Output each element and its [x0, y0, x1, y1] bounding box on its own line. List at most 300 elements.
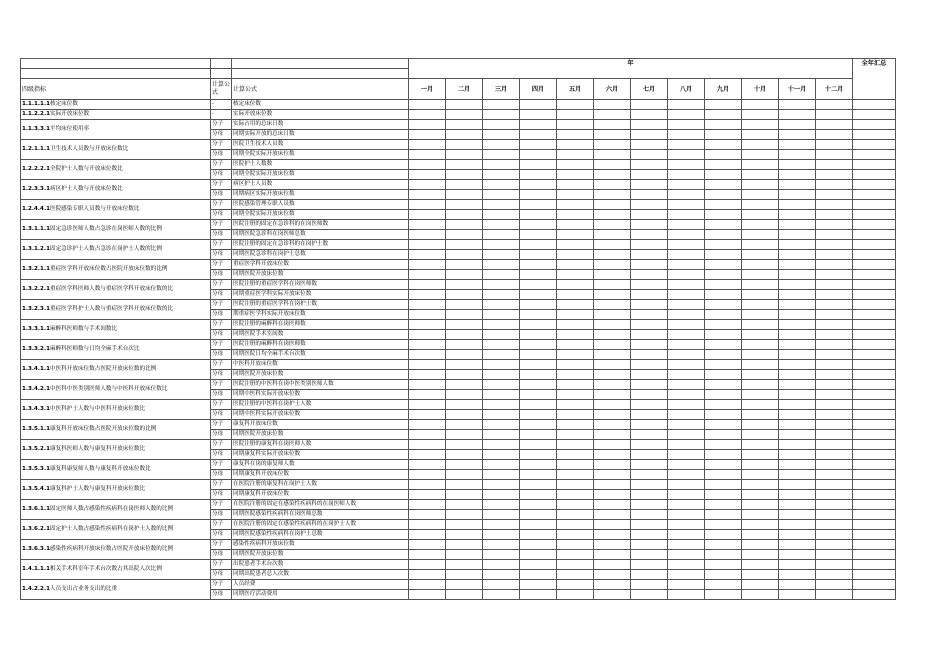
- month-value-cell[interactable]: [816, 170, 853, 180]
- month-value-cell[interactable]: [668, 250, 705, 260]
- month-value-cell[interactable]: [520, 190, 557, 200]
- month-value-cell[interactable]: [446, 570, 483, 580]
- month-value-cell[interactable]: [631, 460, 668, 470]
- month-value-cell[interactable]: [409, 500, 446, 510]
- annual-total-cell[interactable]: [853, 590, 896, 600]
- month-value-cell[interactable]: [631, 470, 668, 480]
- month-value-cell[interactable]: [483, 330, 520, 340]
- month-value-cell[interactable]: [668, 140, 705, 150]
- month-value-cell[interactable]: [446, 360, 483, 370]
- month-value-cell[interactable]: [520, 570, 557, 580]
- month-value-cell[interactable]: [594, 290, 631, 300]
- month-value-cell[interactable]: [668, 430, 705, 440]
- month-value-cell[interactable]: [594, 180, 631, 190]
- month-value-cell[interactable]: [742, 370, 779, 380]
- month-value-cell[interactable]: [520, 200, 557, 210]
- annual-total-cell[interactable]: [853, 540, 896, 550]
- month-value-cell[interactable]: [816, 470, 853, 480]
- month-value-cell[interactable]: [446, 350, 483, 360]
- month-value-cell[interactable]: [779, 390, 816, 400]
- month-value-cell[interactable]: [520, 150, 557, 160]
- month-value-cell[interactable]: [557, 230, 594, 240]
- month-value-cell[interactable]: [520, 340, 557, 350]
- month-value-cell[interactable]: [631, 170, 668, 180]
- month-value-cell[interactable]: [631, 270, 668, 280]
- month-value-cell[interactable]: [520, 140, 557, 150]
- month-value-cell[interactable]: [742, 440, 779, 450]
- month-value-cell[interactable]: [557, 350, 594, 360]
- month-value-cell[interactable]: [705, 390, 742, 400]
- month-value-cell[interactable]: [742, 290, 779, 300]
- month-value-cell[interactable]: [816, 290, 853, 300]
- month-value-cell[interactable]: [631, 100, 668, 110]
- month-value-cell[interactable]: [446, 200, 483, 210]
- month-value-cell[interactable]: [631, 180, 668, 190]
- month-value-cell[interactable]: [483, 120, 520, 130]
- month-value-cell[interactable]: [742, 390, 779, 400]
- month-value-cell[interactable]: [446, 430, 483, 440]
- annual-total-cell[interactable]: [853, 100, 896, 110]
- month-value-cell[interactable]: [705, 580, 742, 590]
- month-value-cell[interactable]: [446, 170, 483, 180]
- month-value-cell[interactable]: [557, 490, 594, 500]
- month-value-cell[interactable]: [520, 130, 557, 140]
- month-value-cell[interactable]: [816, 560, 853, 570]
- month-value-cell[interactable]: [742, 260, 779, 270]
- month-value-cell[interactable]: [520, 410, 557, 420]
- month-value-cell[interactable]: [409, 350, 446, 360]
- month-value-cell[interactable]: [631, 560, 668, 570]
- month-value-cell[interactable]: [631, 340, 668, 350]
- month-value-cell[interactable]: [557, 250, 594, 260]
- month-value-cell[interactable]: [779, 300, 816, 310]
- month-value-cell[interactable]: [668, 590, 705, 600]
- month-value-cell[interactable]: [409, 220, 446, 230]
- month-value-cell[interactable]: [668, 360, 705, 370]
- month-value-cell[interactable]: [816, 200, 853, 210]
- month-value-cell[interactable]: [409, 150, 446, 160]
- month-value-cell[interactable]: [631, 360, 668, 370]
- month-value-cell[interactable]: [631, 230, 668, 240]
- month-value-cell[interactable]: [557, 270, 594, 280]
- month-value-cell[interactable]: [483, 450, 520, 460]
- month-value-cell[interactable]: [446, 500, 483, 510]
- month-value-cell[interactable]: [668, 460, 705, 470]
- month-value-cell[interactable]: [594, 310, 631, 320]
- month-value-cell[interactable]: [668, 570, 705, 580]
- month-value-cell[interactable]: [483, 160, 520, 170]
- month-value-cell[interactable]: [779, 480, 816, 490]
- month-value-cell[interactable]: [446, 480, 483, 490]
- month-value-cell[interactable]: [816, 390, 853, 400]
- month-value-cell[interactable]: [779, 130, 816, 140]
- month-value-cell[interactable]: [446, 250, 483, 260]
- annual-total-cell[interactable]: [853, 190, 896, 200]
- month-value-cell[interactable]: [446, 520, 483, 530]
- annual-total-cell[interactable]: [853, 140, 896, 150]
- month-value-cell[interactable]: [742, 270, 779, 280]
- month-value-cell[interactable]: [594, 450, 631, 460]
- month-value-cell[interactable]: [742, 380, 779, 390]
- month-value-cell[interactable]: [816, 190, 853, 200]
- month-value-cell[interactable]: [705, 350, 742, 360]
- month-value-cell[interactable]: [668, 440, 705, 450]
- month-value-cell[interactable]: [779, 400, 816, 410]
- month-value-cell[interactable]: [483, 230, 520, 240]
- month-value-cell[interactable]: [668, 580, 705, 590]
- month-value-cell[interactable]: [742, 130, 779, 140]
- month-value-cell[interactable]: [594, 320, 631, 330]
- month-value-cell[interactable]: [779, 280, 816, 290]
- month-value-cell[interactable]: [742, 560, 779, 570]
- month-value-cell[interactable]: [557, 510, 594, 520]
- month-value-cell[interactable]: [446, 260, 483, 270]
- month-value-cell[interactable]: [557, 530, 594, 540]
- month-value-cell[interactable]: [742, 110, 779, 120]
- month-value-cell[interactable]: [631, 410, 668, 420]
- month-value-cell[interactable]: [483, 390, 520, 400]
- month-value-cell[interactable]: [520, 250, 557, 260]
- month-value-cell[interactable]: [779, 560, 816, 570]
- month-value-cell[interactable]: [631, 310, 668, 320]
- month-value-cell[interactable]: [705, 520, 742, 530]
- month-value-cell[interactable]: [742, 160, 779, 170]
- month-value-cell[interactable]: [520, 290, 557, 300]
- cell[interactable]: [232, 59, 409, 69]
- month-value-cell[interactable]: [705, 240, 742, 250]
- month-value-cell[interactable]: [594, 470, 631, 480]
- month-value-cell[interactable]: [483, 370, 520, 380]
- month-value-cell[interactable]: [705, 320, 742, 330]
- month-value-cell[interactable]: [742, 460, 779, 470]
- month-value-cell[interactable]: [409, 270, 446, 280]
- month-value-cell[interactable]: [742, 340, 779, 350]
- month-value-cell[interactable]: [409, 280, 446, 290]
- month-value-cell[interactable]: [816, 300, 853, 310]
- month-value-cell[interactable]: [409, 570, 446, 580]
- month-value-cell[interactable]: [779, 260, 816, 270]
- annual-total-cell[interactable]: [853, 230, 896, 240]
- month-value-cell[interactable]: [557, 120, 594, 130]
- month-value-cell[interactable]: [779, 550, 816, 560]
- month-value-cell[interactable]: [520, 560, 557, 570]
- month-value-cell[interactable]: [631, 490, 668, 500]
- month-value-cell[interactable]: [705, 420, 742, 430]
- month-value-cell[interactable]: [668, 130, 705, 140]
- month-value-cell[interactable]: [594, 540, 631, 550]
- month-value-cell[interactable]: [631, 590, 668, 600]
- month-value-cell[interactable]: [446, 540, 483, 550]
- month-value-cell[interactable]: [816, 360, 853, 370]
- month-value-cell[interactable]: [557, 570, 594, 580]
- month-value-cell[interactable]: [520, 550, 557, 560]
- month-value-cell[interactable]: [816, 590, 853, 600]
- month-value-cell[interactable]: [816, 140, 853, 150]
- month-value-cell[interactable]: [705, 210, 742, 220]
- month-value-cell[interactable]: [520, 270, 557, 280]
- month-value-cell[interactable]: [483, 260, 520, 270]
- month-value-cell[interactable]: [631, 450, 668, 460]
- month-value-cell[interactable]: [816, 440, 853, 450]
- month-value-cell[interactable]: [557, 220, 594, 230]
- month-value-cell[interactable]: [742, 230, 779, 240]
- month-value-cell[interactable]: [816, 490, 853, 500]
- month-value-cell[interactable]: [520, 500, 557, 510]
- month-value-cell[interactable]: [520, 220, 557, 230]
- month-value-cell[interactable]: [594, 340, 631, 350]
- month-value-cell[interactable]: [594, 510, 631, 520]
- month-value-cell[interactable]: [705, 140, 742, 150]
- month-value-cell[interactable]: [816, 120, 853, 130]
- annual-total-cell[interactable]: [853, 440, 896, 450]
- month-value-cell[interactable]: [668, 170, 705, 180]
- month-value-cell[interactable]: [779, 110, 816, 120]
- month-value-cell[interactable]: [557, 150, 594, 160]
- month-value-cell[interactable]: [668, 560, 705, 570]
- month-value-cell[interactable]: [594, 440, 631, 450]
- month-value-cell[interactable]: [742, 420, 779, 430]
- month-value-cell[interactable]: [520, 180, 557, 190]
- annual-total-cell[interactable]: [853, 310, 896, 320]
- month-value-cell[interactable]: [557, 260, 594, 270]
- month-value-cell[interactable]: [594, 280, 631, 290]
- month-value-cell[interactable]: [705, 380, 742, 390]
- month-value-cell[interactable]: [779, 460, 816, 470]
- month-value-cell[interactable]: [409, 190, 446, 200]
- month-value-cell[interactable]: [668, 310, 705, 320]
- month-value-cell[interactable]: [409, 380, 446, 390]
- month-value-cell[interactable]: [446, 450, 483, 460]
- month-value-cell[interactable]: [446, 580, 483, 590]
- month-value-cell[interactable]: [668, 120, 705, 130]
- month-value-cell[interactable]: [668, 450, 705, 460]
- month-value-cell[interactable]: [483, 500, 520, 510]
- annual-total-cell[interactable]: [853, 200, 896, 210]
- month-value-cell[interactable]: [779, 510, 816, 520]
- month-value-cell[interactable]: [631, 520, 668, 530]
- month-value-cell[interactable]: [520, 280, 557, 290]
- month-value-cell[interactable]: [594, 220, 631, 230]
- month-value-cell[interactable]: [446, 300, 483, 310]
- annual-total-cell[interactable]: [853, 180, 896, 190]
- month-value-cell[interactable]: [742, 310, 779, 320]
- month-value-cell[interactable]: [779, 240, 816, 250]
- month-value-cell[interactable]: [520, 310, 557, 320]
- month-value-cell[interactable]: [779, 420, 816, 430]
- month-value-cell[interactable]: [446, 210, 483, 220]
- month-value-cell[interactable]: [520, 260, 557, 270]
- month-value-cell[interactable]: [446, 590, 483, 600]
- month-value-cell[interactable]: [483, 270, 520, 280]
- month-value-cell[interactable]: [742, 150, 779, 160]
- annual-total-cell[interactable]: [853, 410, 896, 420]
- month-value-cell[interactable]: [742, 490, 779, 500]
- annual-total-cell[interactable]: [853, 150, 896, 160]
- month-value-cell[interactable]: [520, 480, 557, 490]
- month-value-cell[interactable]: [742, 500, 779, 510]
- month-value-cell[interactable]: [742, 410, 779, 420]
- month-value-cell[interactable]: [446, 150, 483, 160]
- month-value-cell[interactable]: [409, 560, 446, 570]
- month-value-cell[interactable]: [668, 340, 705, 350]
- month-value-cell[interactable]: [446, 120, 483, 130]
- month-value-cell[interactable]: [446, 530, 483, 540]
- month-value-cell[interactable]: [742, 450, 779, 460]
- month-value-cell[interactable]: [668, 510, 705, 520]
- month-value-cell[interactable]: [520, 100, 557, 110]
- month-value-cell[interactable]: [705, 280, 742, 290]
- month-value-cell[interactable]: [409, 240, 446, 250]
- month-value-cell[interactable]: [557, 330, 594, 340]
- month-value-cell[interactable]: [409, 140, 446, 150]
- month-value-cell[interactable]: [483, 110, 520, 120]
- month-value-cell[interactable]: [705, 180, 742, 190]
- month-value-cell[interactable]: [446, 490, 483, 500]
- month-value-cell[interactable]: [631, 190, 668, 200]
- month-value-cell[interactable]: [594, 120, 631, 130]
- month-value-cell[interactable]: [742, 120, 779, 130]
- month-value-cell[interactable]: [779, 370, 816, 380]
- month-value-cell[interactable]: [409, 400, 446, 410]
- month-value-cell[interactable]: [668, 300, 705, 310]
- month-value-cell[interactable]: [409, 130, 446, 140]
- month-value-cell[interactable]: [705, 490, 742, 500]
- month-value-cell[interactable]: [816, 510, 853, 520]
- month-value-cell[interactable]: [668, 320, 705, 330]
- month-value-cell[interactable]: [520, 300, 557, 310]
- month-value-cell[interactable]: [631, 480, 668, 490]
- month-value-cell[interactable]: [483, 150, 520, 160]
- month-value-cell[interactable]: [483, 490, 520, 500]
- month-value-cell[interactable]: [631, 110, 668, 120]
- annual-total-cell[interactable]: [853, 290, 896, 300]
- month-value-cell[interactable]: [742, 190, 779, 200]
- month-value-cell[interactable]: [631, 300, 668, 310]
- month-value-cell[interactable]: [557, 240, 594, 250]
- month-value-cell[interactable]: [520, 160, 557, 170]
- month-value-cell[interactable]: [705, 300, 742, 310]
- month-value-cell[interactable]: [668, 470, 705, 480]
- month-value-cell[interactable]: [631, 160, 668, 170]
- month-value-cell[interactable]: [668, 290, 705, 300]
- month-value-cell[interactable]: [594, 110, 631, 120]
- month-value-cell[interactable]: [483, 380, 520, 390]
- annual-total-cell[interactable]: [853, 220, 896, 230]
- month-value-cell[interactable]: [520, 450, 557, 460]
- month-value-cell[interactable]: [705, 570, 742, 580]
- month-value-cell[interactable]: [705, 340, 742, 350]
- month-value-cell[interactable]: [557, 190, 594, 200]
- month-value-cell[interactable]: [594, 380, 631, 390]
- month-value-cell[interactable]: [483, 430, 520, 440]
- month-value-cell[interactable]: [742, 240, 779, 250]
- annual-total-cell[interactable]: [853, 210, 896, 220]
- month-value-cell[interactable]: [594, 160, 631, 170]
- annual-total-cell[interactable]: [853, 160, 896, 170]
- month-value-cell[interactable]: [594, 240, 631, 250]
- month-value-cell[interactable]: [446, 380, 483, 390]
- month-value-cell[interactable]: [631, 320, 668, 330]
- month-value-cell[interactable]: [483, 560, 520, 570]
- annual-total-cell[interactable]: [853, 120, 896, 130]
- month-value-cell[interactable]: [742, 400, 779, 410]
- month-value-cell[interactable]: [816, 380, 853, 390]
- month-value-cell[interactable]: [631, 500, 668, 510]
- month-value-cell[interactable]: [668, 280, 705, 290]
- month-value-cell[interactable]: [742, 300, 779, 310]
- month-value-cell[interactable]: [742, 140, 779, 150]
- month-value-cell[interactable]: [816, 160, 853, 170]
- month-value-cell[interactable]: [409, 180, 446, 190]
- month-value-cell[interactable]: [668, 150, 705, 160]
- month-value-cell[interactable]: [705, 540, 742, 550]
- month-value-cell[interactable]: [705, 470, 742, 480]
- month-value-cell[interactable]: [742, 320, 779, 330]
- cell[interactable]: [232, 69, 409, 79]
- month-value-cell[interactable]: [816, 250, 853, 260]
- month-value-cell[interactable]: [779, 360, 816, 370]
- month-value-cell[interactable]: [557, 400, 594, 410]
- month-value-cell[interactable]: [742, 470, 779, 480]
- month-value-cell[interactable]: [483, 580, 520, 590]
- month-value-cell[interactable]: [816, 310, 853, 320]
- cell[interactable]: [211, 59, 232, 69]
- month-value-cell[interactable]: [483, 290, 520, 300]
- month-value-cell[interactable]: [742, 100, 779, 110]
- month-value-cell[interactable]: [594, 100, 631, 110]
- month-value-cell[interactable]: [594, 400, 631, 410]
- month-value-cell[interactable]: [483, 240, 520, 250]
- month-value-cell[interactable]: [409, 420, 446, 430]
- month-value-cell[interactable]: [557, 180, 594, 190]
- month-value-cell[interactable]: [779, 340, 816, 350]
- month-value-cell[interactable]: [594, 490, 631, 500]
- month-value-cell[interactable]: [557, 460, 594, 470]
- annual-total-cell[interactable]: [853, 380, 896, 390]
- month-value-cell[interactable]: [816, 500, 853, 510]
- month-value-cell[interactable]: [409, 470, 446, 480]
- month-value-cell[interactable]: [483, 360, 520, 370]
- month-value-cell[interactable]: [446, 130, 483, 140]
- month-value-cell[interactable]: [520, 210, 557, 220]
- month-value-cell[interactable]: [816, 410, 853, 420]
- month-value-cell[interactable]: [816, 540, 853, 550]
- month-value-cell[interactable]: [668, 480, 705, 490]
- month-value-cell[interactable]: [816, 130, 853, 140]
- month-value-cell[interactable]: [668, 410, 705, 420]
- month-value-cell[interactable]: [446, 370, 483, 380]
- month-value-cell[interactable]: [409, 120, 446, 130]
- month-value-cell[interactable]: [668, 530, 705, 540]
- month-value-cell[interactable]: [409, 510, 446, 520]
- annual-total-cell[interactable]: [853, 270, 896, 280]
- month-value-cell[interactable]: [668, 380, 705, 390]
- month-value-cell[interactable]: [668, 420, 705, 430]
- month-value-cell[interactable]: [594, 330, 631, 340]
- month-value-cell[interactable]: [557, 420, 594, 430]
- month-value-cell[interactable]: [816, 230, 853, 240]
- month-value-cell[interactable]: [742, 330, 779, 340]
- month-value-cell[interactable]: [409, 580, 446, 590]
- month-value-cell[interactable]: [705, 220, 742, 230]
- month-value-cell[interactable]: [409, 160, 446, 170]
- month-value-cell[interactable]: [483, 410, 520, 420]
- month-value-cell[interactable]: [557, 410, 594, 420]
- month-value-cell[interactable]: [483, 200, 520, 210]
- month-value-cell[interactable]: [594, 500, 631, 510]
- month-value-cell[interactable]: [594, 520, 631, 530]
- month-value-cell[interactable]: [557, 430, 594, 440]
